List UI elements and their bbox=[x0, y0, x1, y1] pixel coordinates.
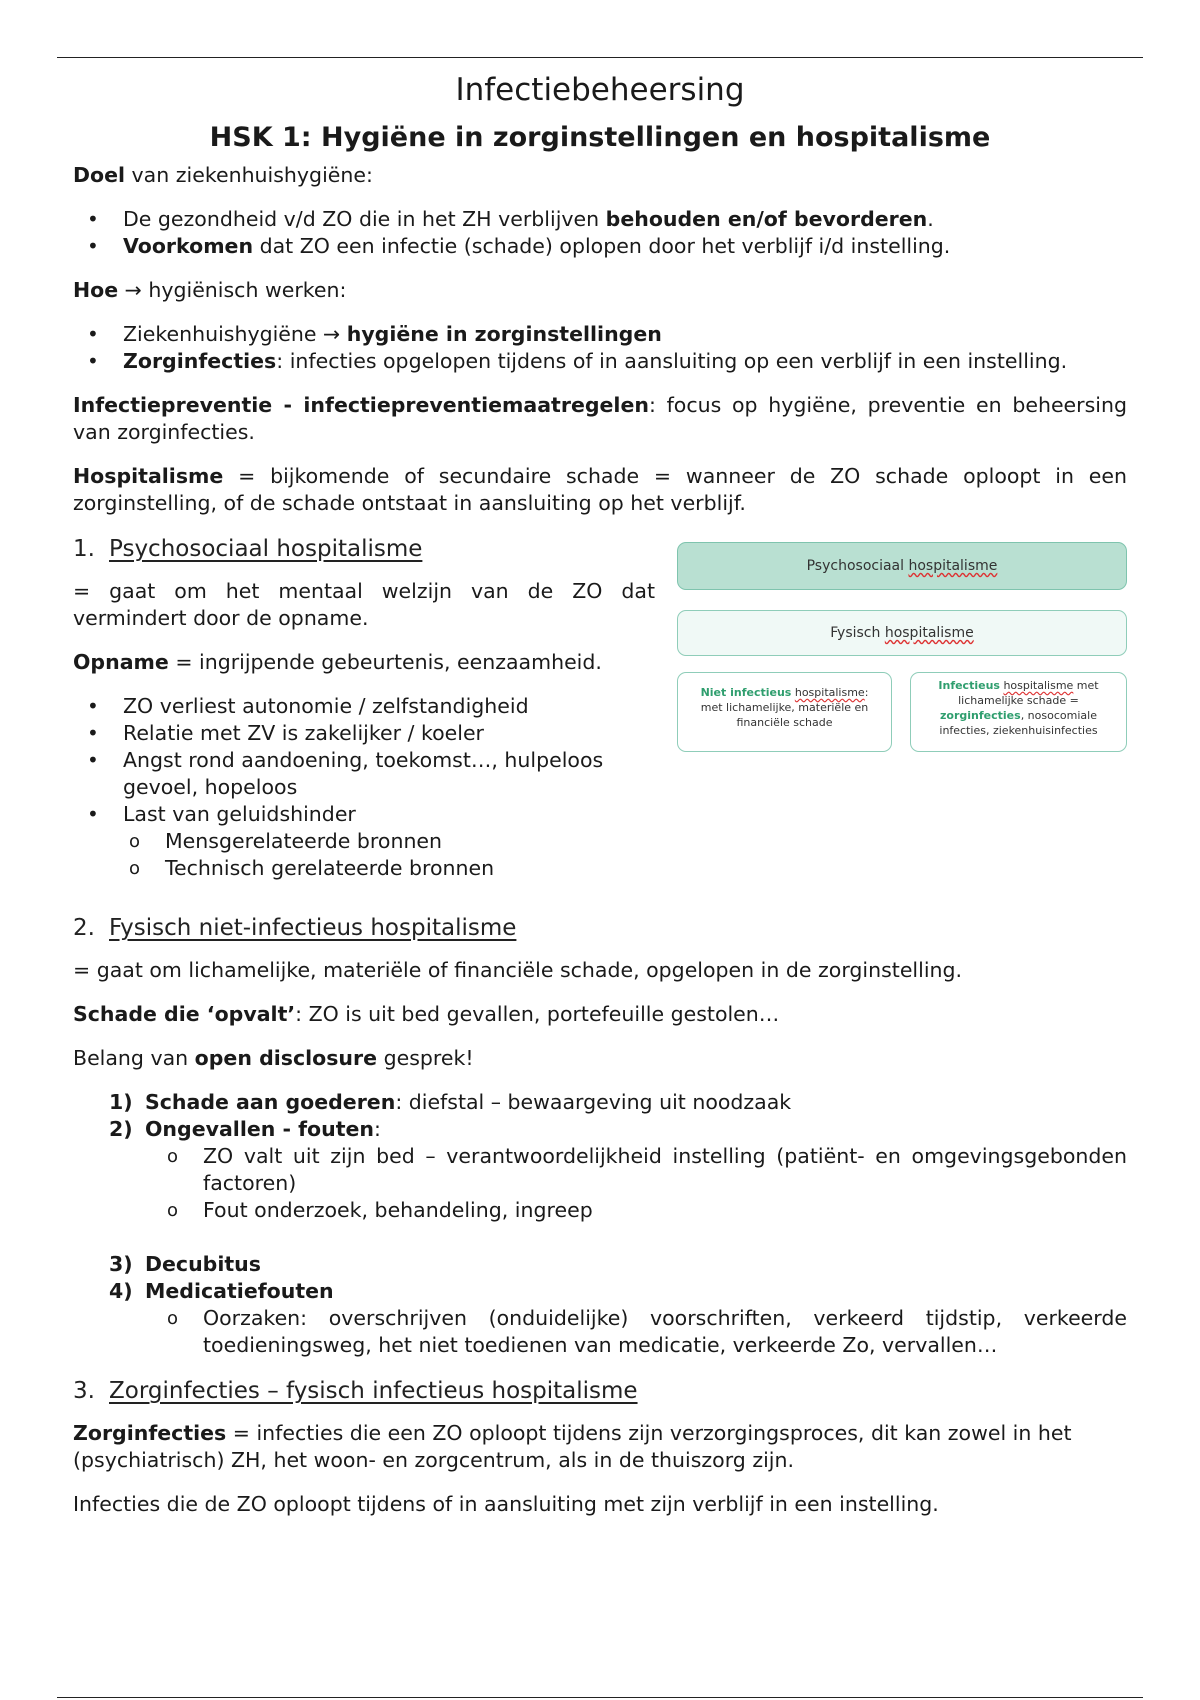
section-1-heading: 1. Psychosociaal hospitalisme bbox=[73, 536, 423, 562]
hoe-list bbox=[73, 321, 1127, 375]
list-item: • Zorginfecties: infecties opgelopen tijdens of in aansluiting op een verblijf in een instelling. bbox=[73, 348, 1127, 375]
doel-paragraph bbox=[73, 162, 1127, 189]
sub-list-item: o Technisch gerelateerde bronnen bbox=[123, 855, 655, 882]
hoe-text: → hygiënisch werken: bbox=[118, 278, 347, 302]
section-3-paragraph-2: Infecties die de ZO oploopt tijdens of in aansluiting met zijn verblijf in een instelling. bbox=[73, 1492, 939, 1516]
sub-list-item: o Oorzaken: overschrijven (onduidelijke) voorschriften, verkeerd tijdstip, verkeerde toedieningsweg, het niet toedienen van medicatie, verkeerde Zo, vervallen… bbox=[161, 1305, 1127, 1359]
list-item: 4) Medicatiefouten o Oorzaken: overschrijven (onduidelijke) voorschriften, verkeerd tijdstip, verkeerde toedieningsweg, het niet toedienen van medicatie, verkeerde Zo, vervallen… bbox=[73, 1278, 1127, 1359]
section-1 bbox=[73, 534, 1127, 899]
section-3-heading: 3. Zorginfecties – fysisch infectieus hospitalisme bbox=[73, 1378, 638, 1404]
list-item: • Ziekenhuishygiëne → hygiëne in zorginstellingen bbox=[73, 321, 1127, 348]
schade-paragraph: Schade die ‘opvalt’: ZO is uit bed gevallen, portefeuille gestolen… bbox=[73, 1002, 780, 1026]
list-item: • De gezondheid v/d ZO die in het ZH verblijven behouden en/of bevorderen. bbox=[73, 206, 1127, 233]
diagram-box-infectieus: Infectieus hospitalisme met lichamelijke schade = zorginfecties, nosocomiale infecties, ziekenhuisinfecties bbox=[910, 672, 1127, 752]
list-item: • ZO verliest autonomie / zelfstandigheid bbox=[73, 693, 655, 720]
chapter-heading: HSK 1: Hygiëne in zorginstellingen en hospitalisme bbox=[209, 122, 991, 153]
sub-list-item: o ZO valt uit zijn bed – verantwoordelijkheid instelling (patiënt- en omgevingsgebonden factoren) bbox=[161, 1143, 1127, 1197]
list-item: • Angst rond aandoening, toekomst…, hulpeloos gevoel, hopeloos bbox=[73, 747, 655, 801]
section-2-definition: = gaat om lichamelijke, materiële of financiële schade, opgelopen in de zorginstelling. bbox=[73, 958, 963, 982]
diagram-box-psychosociaal: Psychosociaal hospitalisme bbox=[677, 542, 1127, 590]
list-item: 3) Decubitus bbox=[109, 1252, 261, 1276]
diagram-box-niet-infectieus: Niet infectieus hospitalisme: met lichamelijke, materiële en financiële schade bbox=[677, 672, 892, 752]
document-content bbox=[73, 66, 1127, 1535]
list-item: • Last van geluidshinder o Mensgerelateerde bronnen o Technisch gerelateerde bronnen bbox=[73, 801, 655, 882]
sub-list bbox=[161, 1143, 1127, 1224]
section-2-list bbox=[73, 1089, 1127, 1359]
list-item: 1) Schade aan goederen: diefstal – bewaargeving uit noodzaak bbox=[109, 1090, 792, 1114]
sub-list-item: o Mensgerelateerde bronnen bbox=[123, 828, 655, 855]
sub-list bbox=[161, 1305, 1127, 1359]
sub-list-item: o Fout onderzoek, behandeling, ingreep bbox=[161, 1197, 1127, 1224]
diagram-box-fysisch: Fysisch hospitalisme bbox=[677, 610, 1127, 656]
hospitalisme-diagram bbox=[677, 534, 1127, 899]
hospitalisme-paragraph: Hospitalisme = bijkomende of secundaire schade = wanneer de ZO schade oploopt in een zorginstelling, of de schade ontstaat in aansluiting op het verblijf. bbox=[73, 464, 1127, 515]
hoe-paragraph bbox=[73, 277, 1127, 304]
hoe-label: Hoe bbox=[73, 278, 119, 302]
section-1-text bbox=[73, 534, 655, 899]
section-1-definition: = gaat om het mentaal welzijn van de ZO dat vermindert door de opname. bbox=[73, 579, 655, 630]
section-1-list bbox=[73, 693, 655, 882]
list-item: • Relatie met ZV is zakelijker / koeler bbox=[73, 720, 655, 747]
opname-paragraph: Opname = ingrijpende gebeurtenis, eenzaamheid. bbox=[73, 650, 602, 674]
section-2-heading: 2. Fysisch niet-infectieus hospitalisme bbox=[73, 915, 517, 941]
doel-text: van ziekenhuishygiëne: bbox=[125, 163, 373, 187]
sub-list bbox=[123, 828, 655, 882]
doel-label: Doel bbox=[73, 163, 126, 187]
section-3-paragraph-1: Zorginfecties = infecties die een ZO oploopt tijdens zijn verzorgingsproces, dit kan zowel in het (psychiatrisch) ZH, het woon- en zorgcentrum, als in de thuiszorg zijn. bbox=[73, 1421, 1072, 1472]
list-item: 2) Ongevallen - fouten: o ZO valt uit zijn bed – verantwoordelijkheid instelling (patiënt- en omgevingsgebonden factoren) o Fout onderzoek, behandeling, ingreep bbox=[73, 1116, 1127, 1251]
top-rule bbox=[57, 57, 1143, 58]
infectiepreventie-paragraph: Infectiepreventie - infectiepreventiemaatregelen: focus op hygiëne, preventie en beheersing van zorginfecties. bbox=[73, 393, 1127, 444]
doel-list bbox=[73, 206, 1127, 260]
bottom-rule bbox=[57, 1697, 1143, 1698]
list-item: • Voorkomen dat ZO een infectie (schade) oplopen door het verblijf i/d instelling. bbox=[73, 233, 1127, 260]
belang-paragraph: Belang van open disclosure gesprek! bbox=[73, 1046, 474, 1070]
document-title: Infectiebeheersing bbox=[455, 72, 745, 108]
